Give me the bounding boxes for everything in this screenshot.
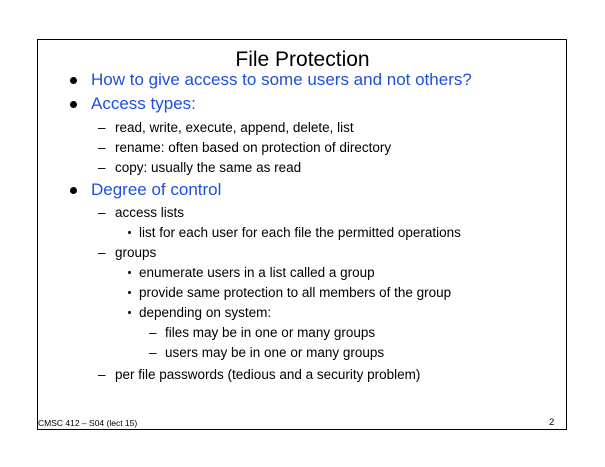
bullet-access-types: Access types: [91, 94, 196, 113]
system-item: files may be in one or many groups [165, 325, 376, 340]
bullet-degree-of-control: Degree of control [91, 180, 222, 199]
dash-marker: – [98, 367, 106, 382]
control-passwords: per file passwords (tedious and a security problem) [115, 367, 421, 382]
control-groups: groups [115, 245, 157, 260]
dash-marker: – [98, 120, 106, 135]
groups-item: depending on system: [139, 305, 272, 320]
slide-title: File Protection [235, 48, 370, 71]
sub-bullet-dot [128, 231, 131, 234]
dash-marker: – [98, 140, 106, 155]
bullet-dot [70, 101, 77, 108]
groups-item: provide same protection to all members of the group [139, 285, 452, 300]
page-number: 2 [549, 417, 555, 428]
access-lists-detail: list for each user for each file the permitted operations [139, 225, 461, 240]
bullet-dot [70, 77, 77, 84]
dash-marker: – [98, 205, 106, 220]
control-access-lists: access lists [115, 205, 185, 220]
footer-course-label: CMSC 412 – S04 (lect 15) [38, 418, 138, 428]
dash-marker: – [98, 245, 106, 260]
dash-marker: – [149, 325, 157, 340]
bullet-dot [70, 187, 77, 194]
access-type-item: copy: usually the same as read [115, 160, 302, 175]
sub-bullet-dot [128, 311, 131, 314]
system-item: users may be in one or many groups [165, 345, 385, 360]
access-type-item: read, write, execute, append, delete, list [115, 120, 354, 135]
dash-marker: – [98, 160, 106, 175]
sub-bullet-dot [128, 271, 131, 274]
access-type-item: rename: often based on protection of directory [115, 140, 392, 155]
bullet-access-question: How to give access to some users and not others? [91, 70, 472, 89]
dash-marker: – [149, 345, 157, 360]
sub-bullet-dot [128, 291, 131, 294]
groups-item: enumerate users in a list called a group [139, 265, 375, 280]
